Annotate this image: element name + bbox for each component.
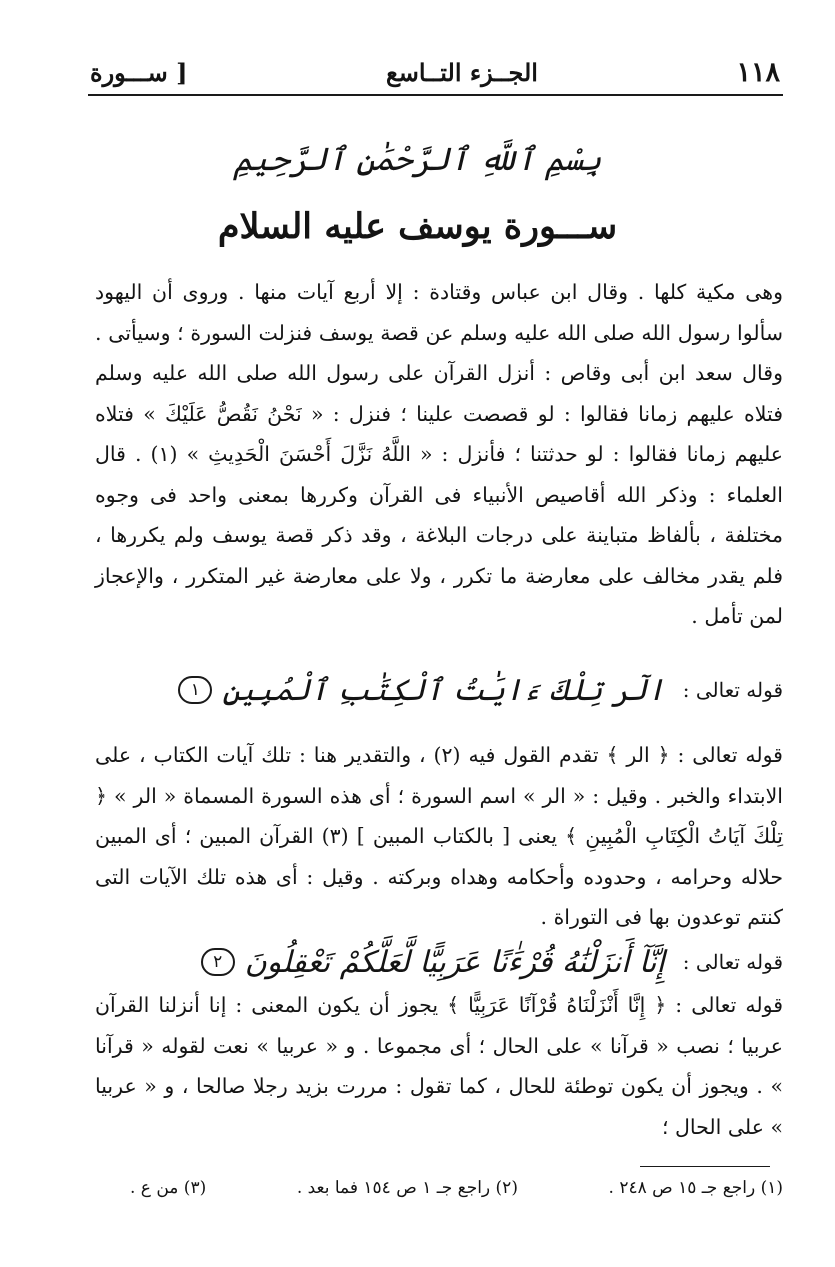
footnotes xyxy=(130,1178,783,1206)
footnote-rule xyxy=(640,1166,770,1167)
verse-line-2 xyxy=(110,932,783,992)
page-header xyxy=(90,52,780,92)
surah-title: ســـورة يوسف عليه السلام xyxy=(217,206,618,247)
commentary-paragraph-1: قوله تعالى : ﴿ الر ﴾ تقدم القول فيه (٢) ، والتقدير هنا : تلك آيات الكتاب ، على الابتداء والخبر . وقيل : « الر » اسم السورة ؛ أى هذه السورة المسماة « الر » ﴿ تِلْكَ آيَاتُ الْكِتَابِ الْمُبِينِ ﴾ يعنى [ بالكتاب المبين ] (٣) القرآن المبين ؛ أى المبين حلاله وحرامه ، وحدوده وأحكامه وهداه وبركته . وقيل : أى هذه تلك الآيات التى كنتم توعدون بها فى التوراة . xyxy=(95,743,783,929)
footnote-3: (٣) من ع . xyxy=(130,1178,207,1198)
header-rule xyxy=(88,94,783,96)
commentary-paragraph-2: قوله تعالى : ﴿ إِنَّا أَنْزَلْنَاهُ قُرْآنًا عَرَبِيًّا ﴾ يجوز أن يكون المعنى : إنا أنزلنا القرآن عربيا ؛ نصب « قرآنا » على الحال ؛ أى مجموعا . و « عربيا » نعت لقوله « قرآنا » . ويجوز أن يكون توطئة للحال ، كما تقول : مررت بزيد رجلا صالحا ، و « عربيا » على الحال ؛ xyxy=(95,993,783,1139)
verse-number-marker: ٢ xyxy=(201,948,235,976)
footnote-2: (٢) راجع جـ ١ ص ١٥٤ فما بعد . xyxy=(296,1178,518,1198)
verse-label: قوله تعالى : xyxy=(682,950,783,974)
part-title: الجــزء التــاسع xyxy=(386,57,538,87)
intro-paragraph: وهى مكية كلها . وقال ابن عباس وقتادة : إلا أربع آيات منها . وروى أن اليهود سألوا رسول الله صلى الله عليه وسلم عن قصة يوسف فنزلت السورة ؛ وسيأتى . وقال سعد ابن أبى وقاص : أنزل القرآن على رسول الله صلى الله عليه وسلم فتلاه عليهم زمانا فقالوا : لو قصصت علينا ؛ فنزل : « نَحْنُ نَقُصُّ عَلَيْكَ » فتلاه عليهم زمانا فقالوا : لو حدثتنا ؛ فأنزل : « اللَّهُ نَزَّلَ أَحْسَنَ الْحَدِيثِ » (١) . قال العلماء : وذكر الله أقاصيص الأنبياء فى القرآن وكررها بمعنى واحد فى وجوه مختلفة ، بألفاظ متباينة على درجات البلاغة ، وقد ذكر قصة يوسف ولم يكررها ، فلم يقدر مخالف على معارضة ما تكرر ، ولا على معارضة غير المتكرر ، والإعجاز لمن تأمل . xyxy=(95,280,783,628)
verse-line-1 xyxy=(110,660,783,720)
section-label: [ ســـورة xyxy=(90,57,188,87)
verse-number-marker: ١ xyxy=(178,676,212,704)
basmala: بِسْمِ ٱللَّهِ ٱلرَّحْمَٰنِ ٱلرَّحِيمِ xyxy=(233,140,602,178)
verse-text: إِنَّآ أَنزَلْنَٰهُ قُرْءَٰنًا عَرَبِيًّا لَّعَلَّكُمْ تَعْقِلُونَ xyxy=(244,944,665,980)
page-number: ١١٨ xyxy=(736,56,780,88)
verse-text: الٓر تِلْكَ ءَايَٰتُ ٱلْكِتَٰبِ ٱلْمُبِينِ xyxy=(222,672,665,708)
footnote-1: (١) راجع جـ ١٥ ص ٢٤٨ . xyxy=(608,1178,783,1198)
verse-label: قوله تعالى : xyxy=(682,678,783,702)
